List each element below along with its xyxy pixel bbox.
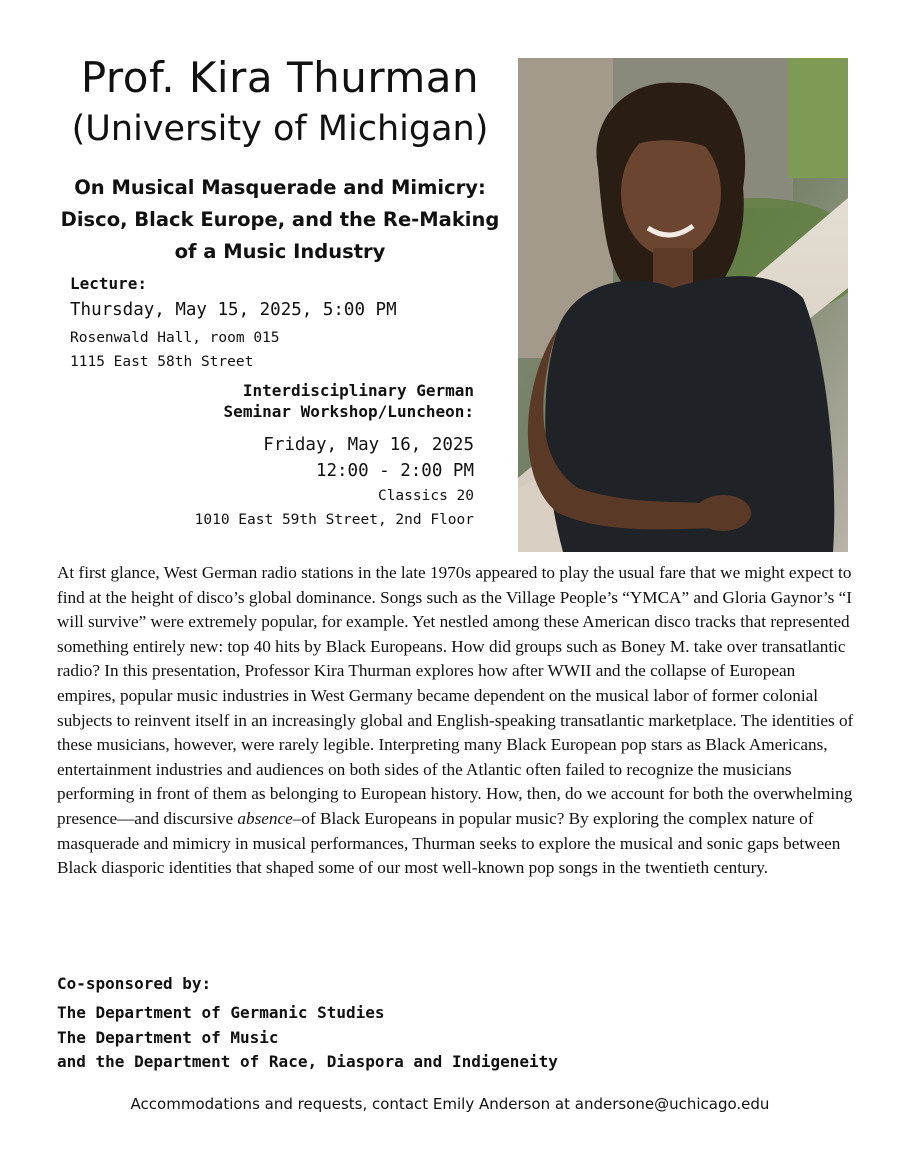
talk-title-line: of a Music Industry bbox=[174, 240, 386, 263]
lecture-room: Rosenwald Hall, room 015 bbox=[70, 330, 280, 346]
accommodations-footer: Accommodations and requests, contact Emily Anderson at andersone@uchicago.edu bbox=[130, 1095, 770, 1113]
speaker-name: Prof. Kira Thurman bbox=[80, 53, 480, 102]
cosponsor-item: and the Department of Race, Diaspora and Indigeneity bbox=[57, 1052, 558, 1071]
workshop-time: 12:00 - 2:00 PM bbox=[315, 461, 474, 481]
workshop-block bbox=[130, 380, 474, 532]
talk-title-line: Disco, Black Europe, and the Re-Making bbox=[60, 208, 500, 231]
abstract-paragraph bbox=[57, 561, 857, 881]
abstract-text: –of Black Europeans in popular music? By exploring the complex nature of masquerade and mimicry in musical performances, Thurman seeks to explore the musical and sonic gaps between Black diasporic identities that shaped some of our most well-known pop songs in the twentieth century. bbox=[57, 808, 841, 878]
cosponsor-item: The Department of Germanic Studies bbox=[57, 1003, 385, 1022]
workshop-room: Classics 20 bbox=[377, 488, 474, 504]
workshop-date: Friday, May 16, 2025 bbox=[263, 435, 474, 455]
talk-title-line: On Musical Masquerade and Mimicry: bbox=[74, 176, 486, 199]
lecture-datetime: Thursday, May 15, 2025, 5:00 PM bbox=[70, 300, 397, 320]
speaker-photo bbox=[518, 58, 848, 552]
speaker-affiliation: (University of Michigan) bbox=[71, 109, 489, 149]
cosponsor-label: Co-sponsored by: bbox=[57, 974, 212, 993]
lecture-address: 1115 East 58th Street bbox=[70, 354, 254, 370]
workshop-label: Interdisciplinary German bbox=[242, 381, 474, 400]
cosponsor-list bbox=[57, 1001, 558, 1075]
workshop-label: Seminar Workshop/Luncheon: bbox=[223, 402, 474, 421]
abstract-emphasis: absence bbox=[237, 808, 293, 828]
lecture-label: Lecture: bbox=[70, 274, 148, 293]
cosponsor-item: The Department of Music bbox=[57, 1027, 279, 1047]
abstract-text: At first glance, West German radio stations in the late 1970s appeared to play the usual fare that we might expect to find at the height of disco’s global dominance. Songs such as the Village People’s “YMCA” and Gloria Gaynor’s “I will survive” were extremely popular, for example. Yet nestled among these American disco tracks that represented something entirely new: top 40 hits by Black Europeans. How did groups such as Boney M. take over transatlantic radio? In this presentation, Professor Kira Thurman explores how after WWII and the collapse of European empires, popular music industries in West Germany became dependent on the musical labor of former colonial subjects to reinvent itself in an increasingly global and English-speaking transatlantic marketplace. The identities of these musicians, however, were rarely legible. Interpreting many Black European pop stars as Black Americans, entertainment industries and audiences on both sides of the Atlantic often failed to recognize the musicians performing in front of them as belonging to European history. How, then, do we account for both the overwhelming presence—and discursive bbox=[57, 563, 854, 828]
talk-title bbox=[40, 172, 520, 268]
workshop-address: 1010 East 59th Street, 2nd Floor bbox=[194, 512, 474, 528]
